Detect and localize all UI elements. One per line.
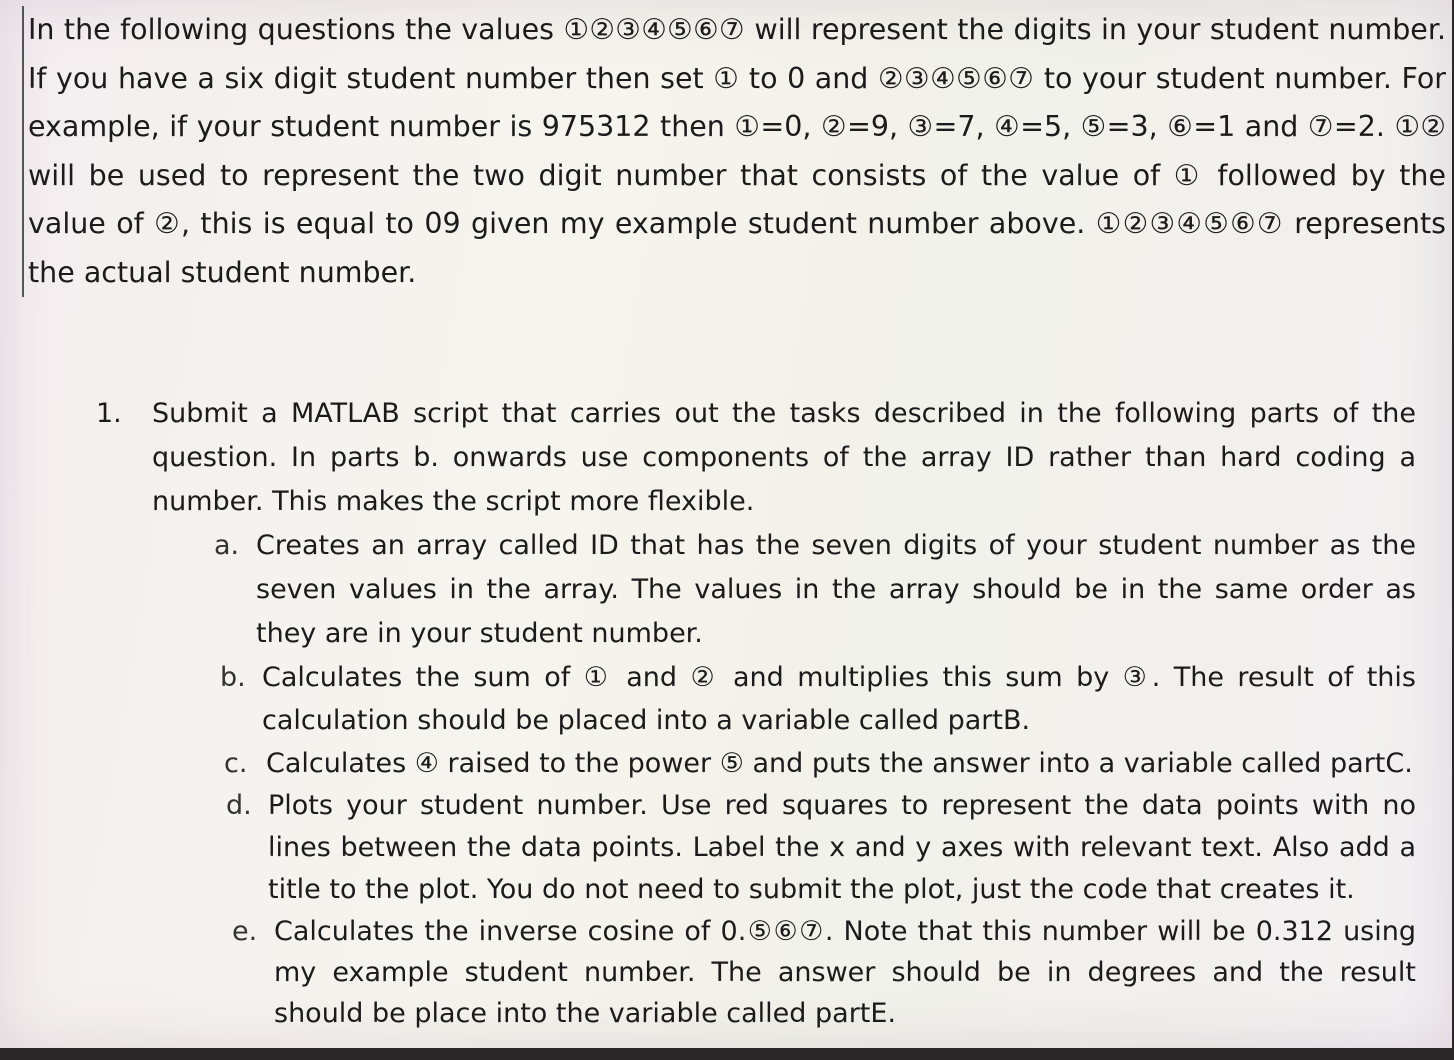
part-letter: c. — [224, 748, 248, 779]
part-c — [224, 742, 1416, 785]
part-letter: e. — [232, 916, 258, 947]
part-letter: d. — [226, 790, 252, 821]
part-d — [226, 785, 1416, 911]
part-e — [232, 911, 1416, 1034]
question-list — [96, 392, 1416, 1034]
part-text: Creates an array called ID that has the seven digits of your student number as the seven values in the array. The values in the array should be in the same order as they are in your student number. — [256, 530, 1416, 649]
intro-paragraph: In the following questions the values ①②③④⑤⑥⑦ will represent the digits in your student number. If you have a six digit student number then set ① to 0 and ②③④⑤⑥⑦ to your student number. For example, if your student number is 975312 then ①=0, ②=9, ③=7, ④=5, ⑤=3, ⑥=1 and ⑦=2. ①② will be used to represent the two digit number that consists of the value of ① followed by the value of ②, this is equal to 09 given my example student number above. ①②③④⑤⑥⑦ represents the actual student number. — [22, 6, 1446, 297]
part-text: Plots your student number. Use red squares to represent the data points with no lines between the data points. Label the x and y axes with relevant text. Also add a title to the plot. You do not need to submit the plot, just the code that creates it. — [268, 790, 1416, 905]
part-b — [220, 656, 1416, 742]
question-text: Submit a MATLAB script that carries out the tasks described in the following parts of the question. In parts b. onwards use components of the array ID rather than hard coding a number. This makes the script more flexible. — [152, 398, 1416, 517]
part-text: Calculates the inverse cosine of 0.⑤⑥⑦. Note that this number will be 0.312 using my example student number. The answer should be in degrees and the result should be place into the variable called partE. — [274, 916, 1416, 1029]
part-letter: b. — [220, 662, 246, 693]
part-letter: a. — [214, 530, 240, 561]
part-a — [214, 524, 1416, 656]
question-1 — [96, 392, 1416, 524]
part-text: Calculates the sum of ① and ② and multiplies this sum by ③. The result of this calculation should be placed into a variable called partB. — [262, 662, 1416, 736]
part-text: Calculates ④ raised to the power ⑤ and puts the answer into a variable called partC. — [266, 748, 1413, 779]
question-number: 1. — [96, 398, 122, 429]
